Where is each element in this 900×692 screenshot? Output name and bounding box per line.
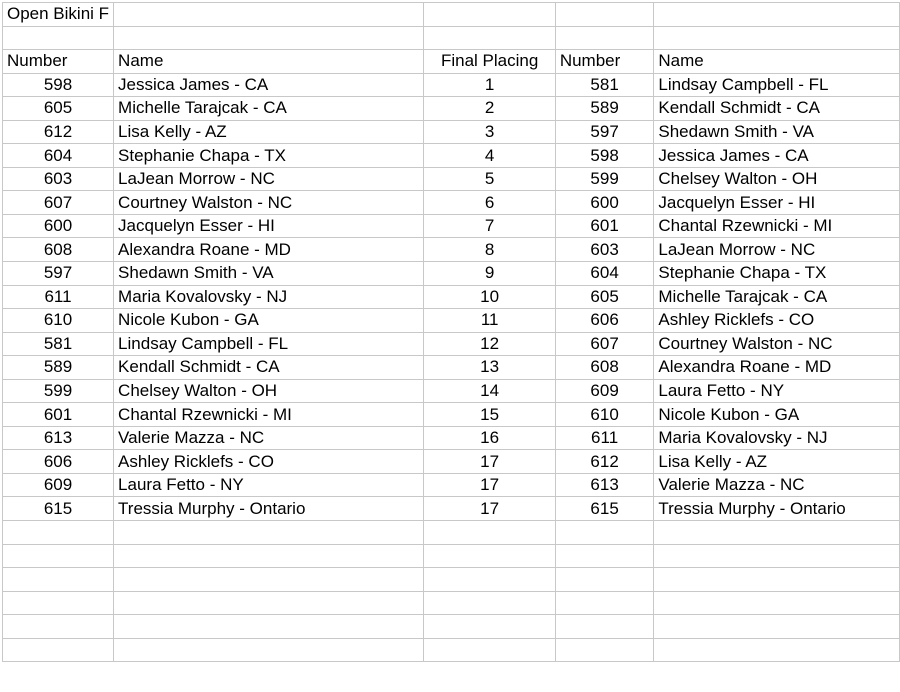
name-left-cell[interactable]: Chelsey Walton - OH: [114, 379, 424, 403]
name-right-cell[interactable]: Alexandra Roane - MD: [654, 356, 900, 380]
name-right-cell[interactable]: LaJean Morrow - NC: [654, 238, 900, 262]
table-row: [3, 120, 900, 144]
number-right-cell[interactable]: 615: [555, 497, 654, 521]
number-right-cell[interactable]: 598: [555, 144, 654, 168]
name-right-cell[interactable]: Tressia Murphy - Ontario: [654, 497, 900, 521]
header-final-placing[interactable]: Final Placing: [424, 50, 555, 74]
name-left-cell[interactable]: Nicole Kubon - GA: [114, 309, 424, 333]
name-right-cell[interactable]: Lindsay Campbell - FL: [654, 73, 900, 97]
table-row: [3, 191, 900, 215]
empty-cell[interactable]: [555, 26, 654, 50]
number-right-cell[interactable]: 610: [555, 403, 654, 427]
number-right-cell[interactable]: 605: [555, 285, 654, 309]
header-number-left[interactable]: Number: [3, 50, 114, 74]
number-right-cell[interactable]: 603: [555, 238, 654, 262]
number-right-cell[interactable]: 604: [555, 262, 654, 286]
empty-cell[interactable]: [555, 3, 654, 27]
number-right-cell[interactable]: 608: [555, 356, 654, 380]
spreadsheet-body: [3, 3, 900, 662]
name-left-cell[interactable]: Laura Fetto - NY: [114, 473, 424, 497]
empty-cell[interactable]: [654, 3, 900, 27]
blank-row: [3, 638, 900, 662]
number-left-cell[interactable]: 605: [3, 97, 114, 121]
empty-cell[interactable]: [555, 591, 654, 615]
empty-cell[interactable]: [424, 26, 555, 50]
empty-cell[interactable]: [114, 568, 424, 592]
number-right-cell[interactable]: 609: [555, 379, 654, 403]
table-row: [3, 403, 900, 427]
number-right-cell[interactable]: 600: [555, 191, 654, 215]
placing-cell[interactable]: 1: [424, 73, 555, 97]
name-right-cell[interactable]: Kendall Schmidt - CA: [654, 97, 900, 121]
name-left-cell[interactable]: Courtney Walston - NC: [114, 191, 424, 215]
table-row: [3, 144, 900, 168]
number-right-cell[interactable]: 597: [555, 120, 654, 144]
empty-cell[interactable]: [424, 568, 555, 592]
name-right-cell[interactable]: Chelsey Walton - OH: [654, 167, 900, 191]
name-left-cell[interactable]: Alexandra Roane - MD: [114, 238, 424, 262]
name-right-cell[interactable]: Jacquelyn Esser - HI: [654, 191, 900, 215]
number-right-cell[interactable]: 599: [555, 167, 654, 191]
table-row: [3, 97, 900, 121]
table-row: [3, 426, 900, 450]
empty-cell[interactable]: [654, 544, 900, 568]
empty-cell[interactable]: [114, 638, 424, 662]
number-left-cell[interactable]: 597: [3, 262, 114, 286]
table-row: [3, 379, 900, 403]
name-right-cell[interactable]: Nicole Kubon - GA: [654, 403, 900, 427]
number-left-cell[interactable]: 581: [3, 332, 114, 356]
placing-cell[interactable]: 12: [424, 332, 555, 356]
empty-cell[interactable]: [654, 638, 900, 662]
number-right-cell[interactable]: 601: [555, 214, 654, 238]
table-row: [3, 262, 900, 286]
number-right-cell[interactable]: 612: [555, 450, 654, 474]
empty-cell[interactable]: [424, 638, 555, 662]
placing-cell[interactable]: 15: [424, 403, 555, 427]
empty-cell[interactable]: [3, 26, 114, 50]
empty-cell[interactable]: [424, 3, 555, 27]
empty-cell[interactable]: [555, 568, 654, 592]
name-left-cell[interactable]: Jessica James - CA: [114, 73, 424, 97]
empty-cell[interactable]: [654, 591, 900, 615]
header-row: [3, 50, 900, 74]
placing-cell[interactable]: 4: [424, 144, 555, 168]
name-left-cell[interactable]: Maria Kovalovsky - NJ: [114, 285, 424, 309]
number-left-cell[interactable]: 615: [3, 497, 114, 521]
number-right-cell[interactable]: 606: [555, 309, 654, 333]
number-right-cell[interactable]: 581: [555, 73, 654, 97]
placing-cell[interactable]: 17: [424, 450, 555, 474]
number-right-cell[interactable]: 611: [555, 426, 654, 450]
empty-cell[interactable]: [114, 544, 424, 568]
empty-cell[interactable]: [424, 521, 555, 545]
name-left-cell[interactable]: Chantal Rzewnicki - MI: [114, 403, 424, 427]
name-left-cell[interactable]: LaJean Morrow - NC: [114, 167, 424, 191]
header-number-right[interactable]: Number: [555, 50, 654, 74]
empty-cell[interactable]: [555, 521, 654, 545]
name-left-cell[interactable]: Jacquelyn Esser - HI: [114, 214, 424, 238]
number-left-cell[interactable]: 589: [3, 356, 114, 380]
placing-cell[interactable]: 11: [424, 309, 555, 333]
blank-row: [3, 591, 900, 615]
placing-cell[interactable]: 16: [424, 426, 555, 450]
number-left-cell[interactable]: 599: [3, 379, 114, 403]
name-right-cell[interactable]: Lisa Kelly - AZ: [654, 450, 900, 474]
name-right-cell[interactable]: Courtney Walston - NC: [654, 332, 900, 356]
empty-cell[interactable]: [114, 615, 424, 639]
placing-cell[interactable]: 14: [424, 379, 555, 403]
placing-cell[interactable]: 2: [424, 97, 555, 121]
empty-cell[interactable]: [3, 521, 114, 545]
name-right-cell[interactable]: Laura Fetto - NY: [654, 379, 900, 403]
number-left-cell[interactable]: 604: [3, 144, 114, 168]
placing-cell[interactable]: 9: [424, 262, 555, 286]
name-left-cell[interactable]: Kendall Schmidt - CA: [114, 356, 424, 380]
number-left-cell[interactable]: 600: [3, 214, 114, 238]
table-row: [3, 285, 900, 309]
name-left-cell[interactable]: Shedawn Smith - VA: [114, 262, 424, 286]
sheet-title[interactable]: Open Bikini F: [3, 3, 114, 27]
number-right-cell[interactable]: 607: [555, 332, 654, 356]
name-right-cell[interactable]: Shedawn Smith - VA: [654, 120, 900, 144]
empty-cell[interactable]: [654, 568, 900, 592]
table-row: [3, 238, 900, 262]
table-row: [3, 356, 900, 380]
name-left-cell[interactable]: Ashley Ricklefs - CO: [114, 450, 424, 474]
blank-row: [3, 544, 900, 568]
number-left-cell[interactable]: 612: [3, 120, 114, 144]
empty-cell[interactable]: [114, 3, 424, 27]
title-row: [3, 3, 900, 27]
number-left-cell[interactable]: 598: [3, 73, 114, 97]
table-row: [3, 332, 900, 356]
placing-cell[interactable]: 13: [424, 356, 555, 380]
table-row: [3, 73, 900, 97]
placing-cell[interactable]: 10: [424, 285, 555, 309]
placing-cell[interactable]: 7: [424, 214, 555, 238]
header-name-left[interactable]: Name: [114, 50, 424, 74]
name-left-cell[interactable]: Lindsay Campbell - FL: [114, 332, 424, 356]
results-spreadsheet: [2, 2, 900, 662]
table-row: [3, 497, 900, 521]
table-row: [3, 309, 900, 333]
placing-cell[interactable]: 5: [424, 167, 555, 191]
number-left-cell[interactable]: 610: [3, 309, 114, 333]
name-left-cell[interactable]: Michelle Tarajcak - CA: [114, 97, 424, 121]
number-right-cell[interactable]: 589: [555, 97, 654, 121]
empty-cell[interactable]: [555, 638, 654, 662]
name-left-cell[interactable]: Valerie Mazza - NC: [114, 426, 424, 450]
empty-cell[interactable]: [3, 591, 114, 615]
empty-cell[interactable]: [114, 26, 424, 50]
empty-cell[interactable]: [3, 638, 114, 662]
empty-cell[interactable]: [3, 615, 114, 639]
number-right-cell[interactable]: 613: [555, 473, 654, 497]
name-right-cell[interactable]: Chantal Rzewnicki - MI: [654, 214, 900, 238]
empty-cell[interactable]: [424, 615, 555, 639]
placing-cell[interactable]: 8: [424, 238, 555, 262]
header-name-right[interactable]: Name: [654, 50, 900, 74]
number-left-cell[interactable]: 611: [3, 285, 114, 309]
table-row: [3, 450, 900, 474]
name-right-cell[interactable]: Maria Kovalovsky - NJ: [654, 426, 900, 450]
empty-cell[interactable]: [424, 591, 555, 615]
empty-cell[interactable]: [114, 521, 424, 545]
blank-row: [3, 615, 900, 639]
empty-cell[interactable]: [555, 544, 654, 568]
empty-cell[interactable]: [424, 544, 555, 568]
empty-cell[interactable]: [654, 615, 900, 639]
number-left-cell[interactable]: 613: [3, 426, 114, 450]
number-left-cell[interactable]: 606: [3, 450, 114, 474]
number-left-cell[interactable]: 603: [3, 167, 114, 191]
placing-cell[interactable]: 17: [424, 473, 555, 497]
blank-row: [3, 26, 900, 50]
number-left-cell[interactable]: 601: [3, 403, 114, 427]
number-left-cell[interactable]: 607: [3, 191, 114, 215]
name-right-cell[interactable]: Jessica James - CA: [654, 144, 900, 168]
table-row: [3, 167, 900, 191]
name-right-cell[interactable]: Stephanie Chapa - TX: [654, 262, 900, 286]
name-right-cell[interactable]: Michelle Tarajcak - CA: [654, 285, 900, 309]
empty-cell[interactable]: [3, 568, 114, 592]
placing-cell[interactable]: 17: [424, 497, 555, 521]
name-right-cell[interactable]: Ashley Ricklefs - CO: [654, 309, 900, 333]
table-row: [3, 214, 900, 238]
empty-cell[interactable]: [654, 26, 900, 50]
name-left-cell[interactable]: Tressia Murphy - Ontario: [114, 497, 424, 521]
name-left-cell[interactable]: Stephanie Chapa - TX: [114, 144, 424, 168]
table-row: [3, 473, 900, 497]
number-left-cell[interactable]: 609: [3, 473, 114, 497]
empty-cell[interactable]: [114, 591, 424, 615]
empty-cell[interactable]: [654, 521, 900, 545]
blank-row: [3, 521, 900, 545]
number-left-cell[interactable]: 608: [3, 238, 114, 262]
placing-cell[interactable]: 6: [424, 191, 555, 215]
empty-cell[interactable]: [555, 615, 654, 639]
blank-row: [3, 568, 900, 592]
empty-cell[interactable]: [3, 544, 114, 568]
name-right-cell[interactable]: Valerie Mazza - NC: [654, 473, 900, 497]
name-left-cell[interactable]: Lisa Kelly - AZ: [114, 120, 424, 144]
placing-cell[interactable]: 3: [424, 120, 555, 144]
